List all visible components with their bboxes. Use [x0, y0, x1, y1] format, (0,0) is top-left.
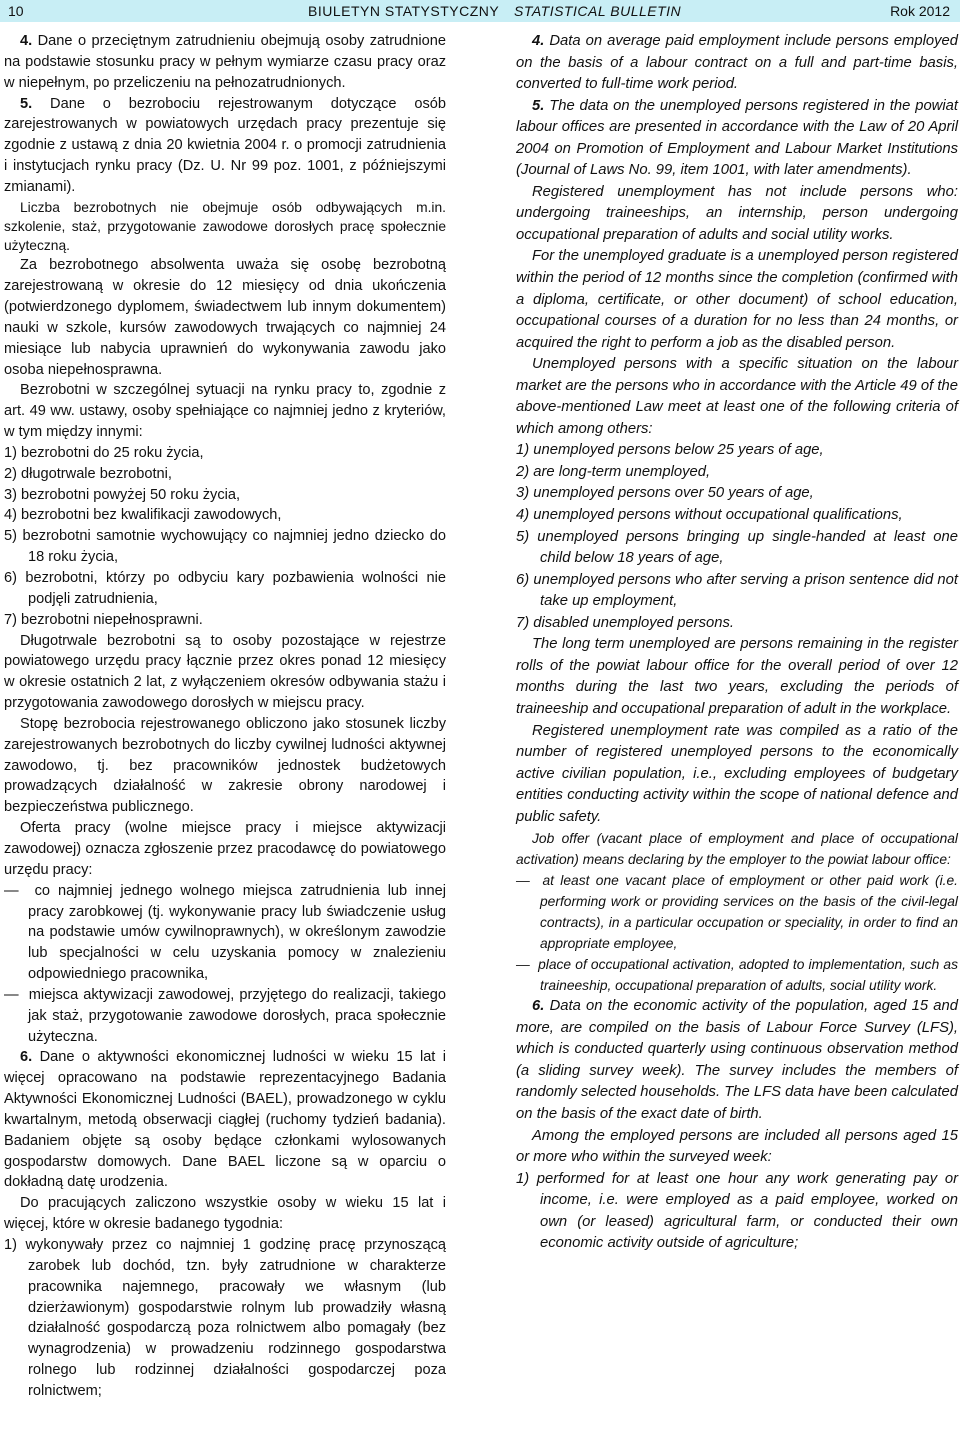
bulletin-title-en: STATISTICAL BULLETIN	[514, 3, 682, 19]
bulletin-title-pl: BIULETYN STATYSTYCZNY	[308, 3, 500, 19]
note-text: Dane o przeciętnym zatrudnieniu obejmują osoby zatrudnione na podstawie stosunku pracy w pełnym wymiarze czasu pracy oraz w niepełnym, po przeliczeniu na pełnozatrudnionych.	[4, 33, 446, 91]
job-offer-definition: Oferta pracy (wolne miejsce pracy i miejsce aktywizacji zawodowej) oznacza zgłoszenie przez pracodawcę do powiatowego urzędu pracy:	[4, 820, 446, 878]
note-4	[516, 31, 958, 96]
graduate-definition: For the unemployed graduate is a unemployed person registered within the period of 12 months since the completion (confirmed with a diploma, certificate, or other document) of school education, occupational courses of a duration for no less than 24 months, or acquired the right to perform a job as the disabled person.	[516, 248, 958, 351]
note-number: 4.	[20, 33, 33, 49]
note-6	[4, 1047, 446, 1193]
note-number: 5.	[20, 95, 33, 112]
note-6	[516, 996, 958, 1125]
employed-item: 1) performed for at least one hour any work generating pay or income, i.e. were employed as a paid employee, worked on own (or leased) agricultural farm, or conducted their own economic activity outside of agriculture;	[516, 1170, 958, 1252]
criteria-item: 7) disabled unemployed persons.	[516, 614, 734, 631]
note-number: 6.	[20, 1049, 33, 1066]
note-number: 4.	[532, 33, 545, 49]
specific-situation-definition: Unemployed persons with a specific situation on the labour market are the persons who in accordance with the Article 49 of the above-mentioned Law meet at least one of the following criteria of which among others:	[516, 356, 958, 437]
criteria-item: 4) unemployed persons without occupational qualifications,	[516, 507, 903, 524]
long-term-definition: Długotrwale bezrobotni są to osoby pozostające w rejestrze powiatowego urzędu pracy łącznie przez okres ponad 12 miesięcy w okresie ostatnich 2 lat, z wyłączeniem okresów odbywania stażu i przygotowania zawodowego dorosłych w miejscu pracy.	[4, 632, 446, 712]
criteria-item: 1) unemployed persons below 25 years of age,	[516, 442, 824, 459]
employed-definition: Do pracujących zaliczono wszystkie osoby w wieku 15 lat i więcej, które w okresie badanego tygodnia:	[4, 1195, 446, 1233]
note-text: Data on the economic activity of the population, aged 15 and more, are compiled on the basis of Labour Force Survey (LFS), which is conducted quarterly using continuous observation method (a sliding survey week). The survey includes the members of randomly selected households. The LFS data have been calculated on the basis of the exact date of birth.	[516, 998, 958, 1122]
employed-definition: Among the employed persons are included all persons aged 15 or more who within the surveyed week:	[516, 1127, 958, 1166]
note-text: Data on average paid employment include persons employed on the basis of a labour contract on a full and part-time basis, converted to full-time work period.	[516, 33, 958, 93]
criteria-item: 5) bezrobotni samotnie wychowujący co najmniej jedno dziecko do 18 roku życia,	[4, 528, 446, 566]
note-5-exclusions: Registered unemployment has not include persons who: undergoing traineeships, an internship, person undergoing occupational preparation of adults and social utility works.	[516, 183, 958, 243]
page-number: 10	[8, 3, 24, 19]
note-5	[516, 96, 958, 182]
english-column	[516, 31, 958, 1255]
unemployment-rate-definition: Registered unemployment rate was compiled as a ratio of the number of registered unemployed persons to the economically active civilian population, i.e., excluding employees of budgetary entities conducting activity within the scope of national defence and public safety.	[516, 722, 958, 825]
criteria-item: 3) unemployed persons over 50 years of age,	[516, 485, 814, 502]
graduate-definition: Za bezrobotnego absolwenta uważa się osobę bezrobotną zarejestrowaną w okresie do 12 miesięcy od dnia ukończenia (potwierdzonego dyplomem, świadectwem lub innym dokumentem) nauki w szkole, kursów zawodowych trwających co najmniej 24 miesiące lub nabycia uprawnień do wykonywania zawodu jako osoba niepełnosprawna.	[4, 257, 446, 378]
employed-item: 1) wykonywały przez co najmniej 1 godzinę pracę przynoszącą zarobek lub dochód, tzn. były zatrudnione w charakterze pracownika najemnego, pracowały we własnym (lub dzierżawionym) gospodarstwie rolnym lub prowadziły własną działalność gospodarczą poza rolnictwem albo pomagały (bez wynagrodzenia) w prowadzeniu rodzinnego gospodarstwa rolnego lub rodzinnej działalności gospodarczej poza rolnictwem;	[4, 1237, 446, 1399]
criteria-item: 6) unemployed persons who after serving a prison sentence did not take up employment,	[516, 571, 958, 610]
year-label: Rok 2012	[890, 3, 950, 19]
polish-column	[4, 31, 446, 1402]
long-term-definition: The long term unemployed are persons remaining in the register rolls of the powiat labour office for the overall period of over 12 months during the last two years, excluding the periods of traineeship and occupational preparation of adult in the workplace.	[516, 636, 958, 717]
unemployment-rate-definition: Stopę bezrobocia rejestrowanego obliczono jako stosunek liczby zarejestrowanych bezrobotnych do liczby cywilnej ludności aktywnej zawodowo, tj. bez pracowników jednostek budżetowych prowadzących działalność w zakresie obrony narodowej i bezpieczeństwa publicznego.	[4, 715, 446, 816]
criteria-item: 1) bezrobotni do 25 roku życia,	[4, 444, 204, 461]
note-number: 6.	[532, 998, 545, 1015]
running-header	[0, 0, 960, 22]
note-number: 5.	[532, 97, 545, 114]
note-4	[4, 31, 446, 94]
note-5-exclusions: Liczba bezrobotnych nie obejmuje osób odbywających m.in. szkolenie, staż, przygotowanie zawodowe dorosłych pracę społecznie użyteczną.	[4, 199, 446, 254]
criteria-item: 6) bezrobotni, którzy po odbyciu kary pozbawienia wolności nie podjęli zatrudnienia,	[4, 570, 446, 607]
job-offer-definition: Job offer (vacant place of employment and place of occupational activation) means declaring by the employer to the powiat labour office:	[516, 831, 958, 868]
criteria-item: 2) are long-term unemployed,	[516, 463, 711, 480]
note-text: The data on the unemployed persons registered in the powiat labour offices are presented in accordance with the Law of 20 April 2004 on Promotion of Employment and Labour Market Institutions (Journal of Laws No. 99, item 1001, with later amendments).	[516, 97, 958, 179]
job-offer-item: — miejsca aktywizacji zawodowej, przyjętego do realizacji, takiego jak staż, przygotowanie zawodowe dorosłych, praca społecznie użyteczna.	[4, 985, 446, 1048]
job-offer-item: — place of occupational activation, adopted to implementation, such as traineeship, occupational preparation of adults, social utility work.	[516, 954, 958, 996]
criteria-item: 2) długotrwale bezrobotni,	[4, 465, 172, 482]
criteria-item: 7) bezrobotni niepełnosprawni.	[4, 611, 203, 628]
criteria-item: 4) bezrobotni bez kwalifikacji zawodowych,	[4, 507, 282, 524]
job-offer-item: — at least one vacant place of employment or other paid work (i.e. performing work or providing services on the basis of the civil-legal contracts), in a particular occupation or speciality, in order to find an appropriate employee,	[516, 870, 958, 954]
note-text: Dane o bezrobociu rejestrowanym dotyczące osób zarejestrowanych w powiatowych urzędach pracy prezentuje się zgodnie z ustawą z dnia 20 kwietnia 2004 r. o promocji zatrudnienia i instytucjach rynku pracy (Dz. U. Nr 99 poz. 1001, z późniejszymi zmianami).	[4, 95, 446, 195]
criteria-item: 3) bezrobotni powyżej 50 roku życia,	[4, 486, 241, 503]
job-offer-item: — co najmniej jednego wolnego miejsca zatrudnienia lub innej pracy zarobkowej (tj. wykonywanie pracy lub świadczenie usług na podstawie umów cywilnoprawnych), w określonym zawodzie lub specjalności w celu uzyskania pomocy w znalezieniu odpowiedniego pracownika,	[4, 881, 446, 985]
criteria-item: 5) unemployed persons bringing up single-handed at least one child below 18 years of age,	[516, 528, 958, 567]
note-5	[4, 94, 446, 198]
note-text: Dane o aktywności ekonomicznej ludności w wieku 15 lat i więcej opracowano na podstawie reprezentacyjnego Badania Aktywności Ekonomicznej Ludności (BAEL), prowadzonego w cyklu kwartalnym, metodą obserwacji ciągłej (ruchomy tydzień badania). Badaniem objęte są osoby będące członkami wylosowanych gospodarstw domowych. Dane BAEL liczone są w oparciu o dokładną datę urodzenia.	[4, 1049, 446, 1191]
specific-situation-definition: Bezrobotni w szczególnej sytuacji na rynku pracy to, zgodnie z art. 49 ww. ustawy, osoby spełniające co najmniej jedno z kryteriów, w tym między innymi:	[4, 382, 446, 441]
